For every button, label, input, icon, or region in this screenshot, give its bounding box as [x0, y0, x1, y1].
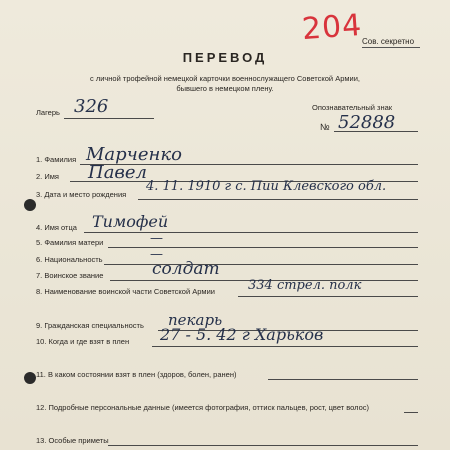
- document-subtitle-line2: бывшего в немецком плену.: [176, 84, 274, 93]
- field-label: 2. Имя: [36, 172, 59, 181]
- field-underline: [152, 346, 418, 347]
- field-underline: [404, 412, 418, 413]
- secrecy-label: Сов. секретно: [362, 37, 415, 46]
- field-label: 11. В каком состоянии взят в плен (здоров, болен, ранен): [36, 370, 237, 379]
- camp-value: 326: [74, 96, 109, 117]
- field-underline: [238, 296, 418, 297]
- document-title: ПЕРЕВОД: [182, 50, 268, 65]
- field-label: 5. Фамилия матери: [36, 238, 104, 247]
- field-underline: [108, 445, 418, 446]
- field-value: пекарь: [168, 311, 223, 329]
- tag-label: Опознавательный знак: [312, 103, 393, 112]
- field-underline: [84, 232, 418, 233]
- camp-label: Лагерь: [36, 108, 60, 117]
- punch-hole: [24, 372, 36, 384]
- field-value: Тимофей: [92, 212, 169, 231]
- field-label: 6. Национальность: [36, 255, 103, 264]
- field-value: 27 - 5. 42 г Харьков: [160, 325, 324, 344]
- field-label: 10. Когда и где взят в плен: [36, 337, 130, 346]
- camp-underline: [64, 118, 154, 119]
- field-label: 3. Дата и место рождения: [36, 190, 127, 199]
- secrecy-underline: [362, 47, 420, 48]
- punch-hole: [24, 199, 36, 211]
- tag-prefix: №: [320, 122, 330, 132]
- field-value: 334 стрел. полк: [248, 278, 362, 293]
- field-underline: [268, 379, 418, 380]
- field-label: 4. Имя отца: [36, 223, 77, 232]
- document-subtitle-line1: с личной трофейной немецкой карточки военнослужащего Советской Армии,: [89, 74, 361, 83]
- field-value: —: [150, 231, 163, 246]
- field-label: 7. Воинское звание: [36, 271, 104, 280]
- field-label: 12. Подробные персональные данные (имеется фотография, оттиск пальцев, рост, цвет волос): [36, 403, 370, 412]
- field-value: Марченко: [86, 144, 182, 165]
- field-value: Павел: [88, 162, 148, 183]
- field-label: 1. Фамилия: [36, 155, 77, 164]
- field-value: солдат: [152, 259, 220, 279]
- red-ink-number: 204: [300, 7, 364, 48]
- field-label: 9. Гражданская специальность: [36, 321, 144, 330]
- tag-value: 52888: [338, 112, 396, 133]
- field-value: 4. 11. 1910 г с. Пии Клевского обл.: [146, 179, 387, 194]
- field-label: 8. Наименование воинской части Советской Армии: [36, 287, 215, 296]
- field-label: 13. Особые приметы: [36, 436, 109, 445]
- field-value: —: [150, 247, 163, 262]
- field-underline: [138, 199, 418, 200]
